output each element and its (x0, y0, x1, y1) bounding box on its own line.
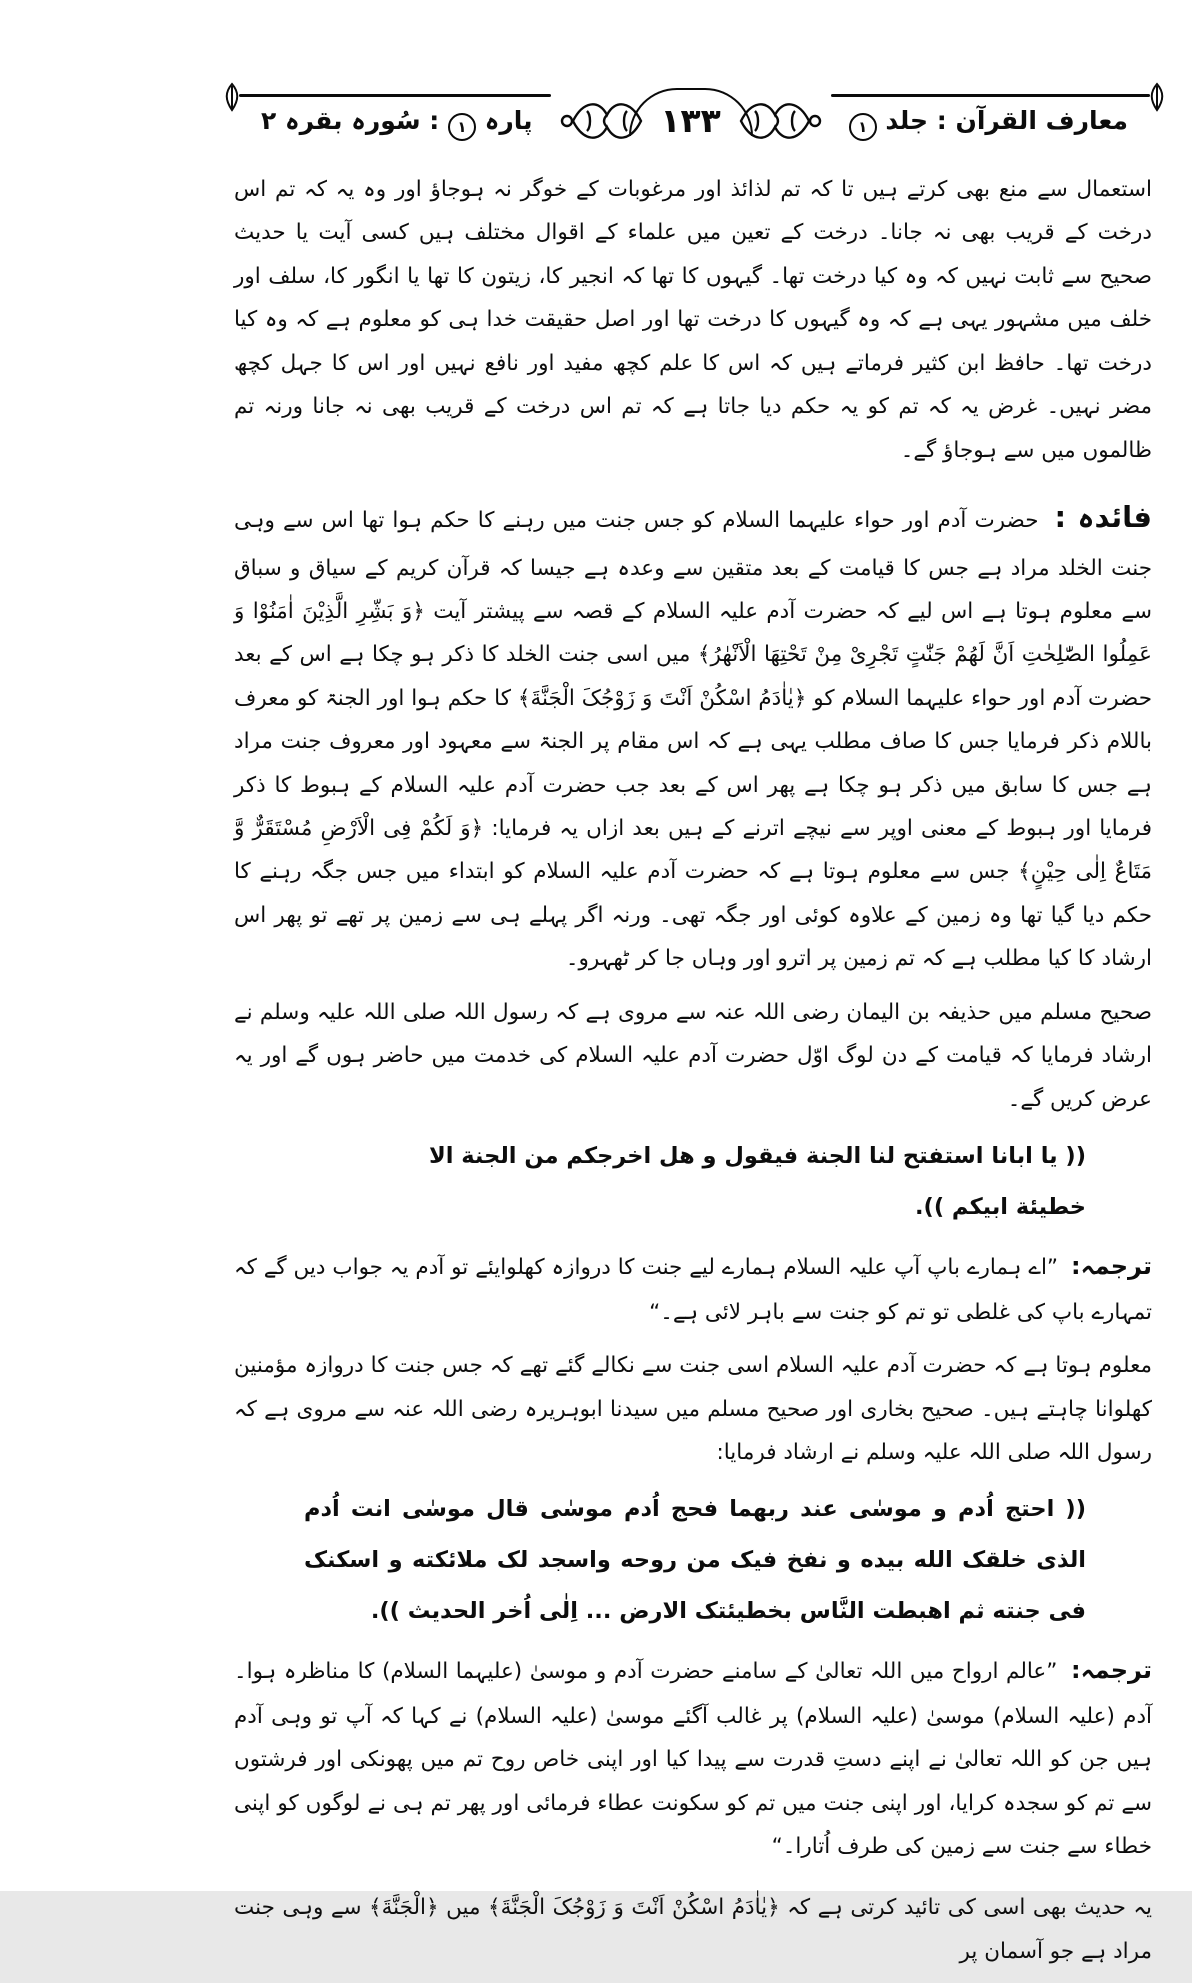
arabic-hadith-quote-2: (( احتج اُدم و موسٰی عند ربهما فحج اُدم موسٰی قال موسٰی انت اُدم الذی خلقک الله بیده و نفخ فیک من روحه واسجد لک ملائکته و اسکنک فی جنته ثم اهبطت النَّاس بخطیئتک الارض ... اِلٰی اُخر الحدیث )). (304, 1496, 1086, 1624)
body-paragraph-closing: یہ حدیث بھی اسی کی تائید کرتی ہے کہ ﴿یٰاٰدَمُ اسْکُنْ اَنْتَ وَ زَوْجُکَ الْجَنَّةَ﴾ میں ﴿الْجَنَّةَ﴾ سے وہی جنت مراد ہے جو آسمان پر (234, 1895, 1152, 1964)
para-number-circle: ۱ (448, 113, 476, 141)
leaf-ornament-icon (1146, 82, 1168, 112)
header-title-right (827, 104, 1154, 141)
tarjuma-lead-word: ترجمہ: (1071, 1252, 1152, 1281)
para-label: پارہ (484, 106, 533, 135)
faida-section-paragraph (234, 488, 1152, 981)
translation-paragraph-1 (234, 1242, 1152, 1334)
surah-label: : سُورہ بقرہ ۲ (261, 106, 440, 135)
arabic-hadith-quote-1: (( یا ابانا استفتح لنا الجنة فیقول و هل اخرجکم من الجنة الا خطیئة ابیکم )). (428, 1143, 1086, 1220)
body-paragraph-sahih-muslim: صحیح مسلم میں حذیفہ بن الیمان رضی اللہ عنہ سے مروی ہے کہ رسول اللہ صلی اللہ علیہ وسلم نے ارشاد فرمایا کہ قیامت کے دن لوگ اوّل حضرت آدم علیہ السلام کی خدمت میں حاضر ہوں گے اور یہ عرض کریں گے۔ (234, 999, 1152, 1112)
faida-lead-word: فائدہ : (1054, 499, 1152, 534)
header-left-section (235, 92, 555, 141)
translation-paragraph-2 (234, 1646, 1152, 1868)
translation-text-2: ”عالم ارواح میں اللہ تعالیٰ کے سامنے حضرت آدم و موسیٰ (علیہما السلام) کا مناظرہ ہوا۔ آدم (علیہ السلام) موسیٰ (علیہ السلام) پر غالب آگئے موسیٰ (علیہ السلام) نے کہا کہ آپ تو وہی آدم ہیں جن کو اللہ تعالیٰ نے اپنے دستِ قدرت سے پیدا کیا اور اپنی خاص روح تم میں پھونکی اور فرشتوں سے تم کو سجدہ کرایا، اور اپنی جنت میں تم کو سکونت عطاء فرمائی اور پھر تم ہی نے لوگوں کو اپنی خطاء سے جنت سے زمین کی طرف اُتارا۔“ (234, 1659, 1152, 1860)
book-title: معارف القرآن : جلد (885, 106, 1128, 135)
page-number: ۱۳۳ (649, 93, 733, 149)
leaf-ornament-icon (221, 82, 243, 112)
header-title-left (235, 104, 555, 141)
page-content (234, 168, 1152, 1983)
translation-text-1: ”اے ہمارے باپ آپ علیہ السلام ہمارے لیے جنت کا دروازہ کھلوایئے تو آدم یہ جواب دیں گے کہ تمہارے باپ کی غلطی تو تم کو جنت سے باہر لائی ہے۔“ (234, 1255, 1152, 1325)
tarjuma-lead-word: ترجمہ: (1071, 1656, 1152, 1685)
body-paragraph-tree-discussion: استعمال سے منع بھی کرتے ہیں تا کہ تم لذائذ اور مرغوبات کے خوگر نہ ہوجاؤ اور وہ یہ کہ تم اس درخت کے قریب بھی نہ جانا۔ درخت کے تعین میں علماء کے اقوال مختلف ہیں کسی آیت یا حدیث صحیح سے ثابت نہیں کہ وہ کیا درخت تھا۔ گیہوں کا تھا کہ انجیر کا، زیتون کا تھا یا انگور کا، سلف اور خلف میں مشہور یہی ہے کہ وہ گیہوں کا درخت تھا اور اصل حقیقت خدا ہی کو معلوم ہے کہ وہ کیا درخت تھا۔ حافظ ابن کثیر فرماتے ہیں کہ اس کا علم کچھ مفید اور نافع نہیں اور اس کا جہل کچھ مضر نہیں۔ غرض یہ کہ تم کو یہ حکم دیا جاتا ہے کہ تم اس درخت کے قریب بھی نہ جانا ورنہ تم ظالموں میں سے ہوجاؤ گے۔ (234, 177, 1152, 463)
header-right-section (827, 92, 1154, 141)
faida-section-text: حضرت آدم اور حواء علیہما السلام کو جس جنت میں رہنے کا حکم ہوا تھا اس سے وہی جنت الخلد مراد ہے جس کا قیامت کے بعد متقین سے وعدہ ہے جیسا کہ قرآن کریم کے سیاق و سباق سے معلوم ہوتا ہے اس لیے کہ حضرت آدم علیہ السلام کے قصہ سے پیشتر آیت ﴿وَ بَشِّرِ الَّذِیْنَ اٰمَنُوْا وَ عَمِلُوا الصّٰلِحٰتِ اَنَّ لَھُمْ جَنّٰتٍ تَجْرِیْ مِنْ تَحْتِھَا الْاَنْھٰرُ﴾ میں اسی جنت الخلد کا ذکر ہو چکا ہے اس کے بعد حضرت آدم اور حواء علیہما السلام کو ﴿یٰاٰدَمُ اسْکُنْ اَنْتَ وَ زَوْجُکَ الْجَنَّةَ﴾ کا حکم ہوا اور الجنۃ کو معرف باللام ذکر فرمایا جس کا صاف مطلب یہی ہے کہ اس مقام پر الجنۃ سے معہود اور معروف جنت مراد ہے جس کا سابق میں ذکر ہو چکا ہے پھر اس کے بعد جب حضرت آدم علیہ السلام کے ہبوط کا ذکر فرمایا اور ہبوط کے معنی اوپر سے نیچے اترنے کے ہیں بعد ازاں یہ فرمایا: ﴿وَ لَکُمْ فِی الْاَرْضِ مُسْتَقَرٌّ وَّ مَتَاعٌ اِلٰی حِیْنٍ﴾ جس سے معلوم ہوتا ہے کہ حضرت آدم علیہ السلام کو ابتداء میں جس جگہ رہنے کا حکم دیا گیا تھا وہ زمین کے علاوہ کوئی اور جگہ تھی۔ ورنہ اگر پہلے ہی سے زمین پر تھے تو پھر اس ارشاد کا کیا مطلب ہے کہ تم زمین پر اترو اور وہاں جا کر ٹھہرو۔ (234, 507, 1152, 972)
header-center-cartouche (555, 92, 827, 150)
page-header (235, 92, 1154, 150)
volume-number-circle: ۱ (849, 113, 877, 141)
floral-ornament-icon (559, 93, 645, 149)
body-paragraph-bukhari-muslim: معلوم ہوتا ہے کہ حضرت آدم علیہ السلام اسی جنت سے نکالے گئے تھے کہ جس جنت کا دروازہ مؤمنین کھلوانا چاہتے ہیں۔ صحیح بخاری اور صحیح مسلم میں سیدنا ابوہریرہ رضی اللہ عنہ سے مروی ہے کہ رسول اللہ صلی اللہ علیہ وسلم نے ارشاد فرمایا: (234, 1353, 1152, 1465)
